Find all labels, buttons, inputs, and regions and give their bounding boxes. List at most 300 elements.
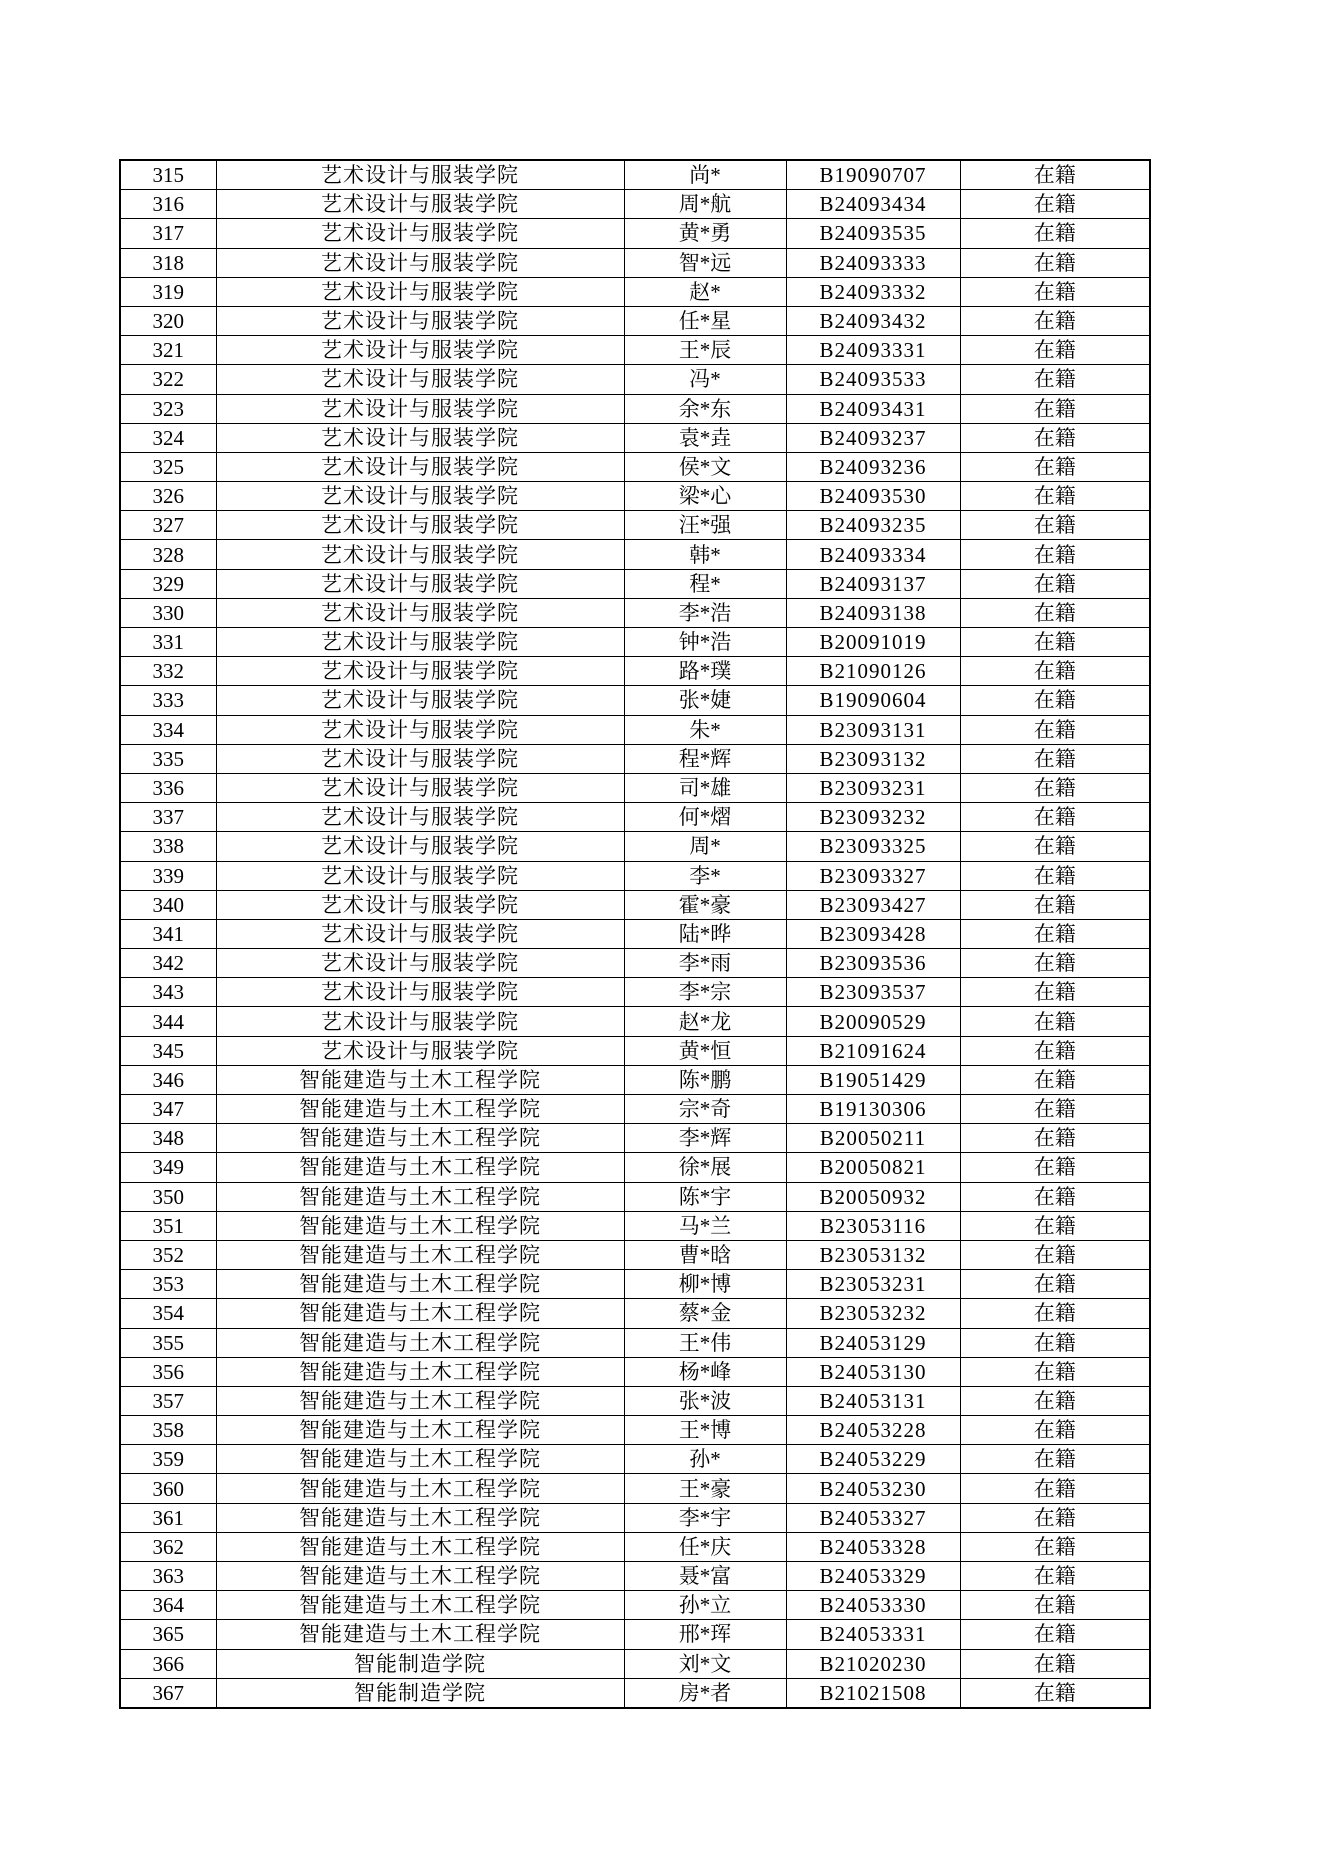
college-cell: 艺术设计与服装学院 (216, 890, 624, 919)
status-cell: 在籍 (960, 1416, 1150, 1445)
row-number-cell: 335 (120, 744, 216, 773)
college-cell: 智能建造与土木工程学院 (216, 1503, 624, 1532)
status-cell: 在籍 (960, 1036, 1150, 1065)
row-number-cell: 363 (120, 1562, 216, 1591)
status-cell: 在籍 (960, 1095, 1150, 1124)
status-cell: 在籍 (960, 628, 1150, 657)
status-cell: 在籍 (960, 394, 1150, 423)
college-cell: 智能建造与土木工程学院 (216, 1153, 624, 1182)
status-cell: 在籍 (960, 190, 1150, 219)
status-cell: 在籍 (960, 1445, 1150, 1474)
college-cell: 智能建造与土木工程学院 (216, 1474, 624, 1503)
college-cell: 智能建造与土木工程学院 (216, 1299, 624, 1328)
row-number-cell: 323 (120, 394, 216, 423)
row-number-cell: 332 (120, 657, 216, 686)
status-cell: 在籍 (960, 861, 1150, 890)
table-row (120, 978, 1150, 1007)
table-row (120, 1474, 1150, 1503)
table-row (120, 1562, 1150, 1591)
table-row (120, 1270, 1150, 1299)
student-id-cell: B19090604 (786, 686, 960, 715)
college-cell: 艺术设计与服装学院 (216, 978, 624, 1007)
student-id-cell: B24053330 (786, 1591, 960, 1620)
status-cell: 在籍 (960, 306, 1150, 335)
college-cell: 艺术设计与服装学院 (216, 190, 624, 219)
row-number-cell: 361 (120, 1503, 216, 1532)
table-row (120, 394, 1150, 423)
student-id-cell: B24053229 (786, 1445, 960, 1474)
table-row (120, 219, 1150, 248)
table-row (120, 773, 1150, 802)
status-cell: 在籍 (960, 1153, 1150, 1182)
student-id-cell: B24053228 (786, 1416, 960, 1445)
status-cell: 在籍 (960, 1620, 1150, 1649)
row-number-cell: 339 (120, 861, 216, 890)
student-name-cell: 蔡*金 (624, 1299, 786, 1328)
student-id-cell: B24093331 (786, 336, 960, 365)
college-cell: 智能建造与土木工程学院 (216, 1124, 624, 1153)
status-cell: 在籍 (960, 919, 1150, 948)
student-name-cell: 李*宇 (624, 1503, 786, 1532)
row-number-cell: 327 (120, 511, 216, 540)
table-row (120, 306, 1150, 335)
student-name-cell: 余*东 (624, 394, 786, 423)
row-number-cell: 317 (120, 219, 216, 248)
college-cell: 艺术设计与服装学院 (216, 832, 624, 861)
college-cell: 智能建造与土木工程学院 (216, 1211, 624, 1240)
row-number-cell: 331 (120, 628, 216, 657)
student-name-cell: 李*浩 (624, 598, 786, 627)
status-cell: 在籍 (960, 219, 1150, 248)
status-cell: 在籍 (960, 1270, 1150, 1299)
college-cell: 艺术设计与服装学院 (216, 423, 624, 452)
college-cell: 艺术设计与服装学院 (216, 686, 624, 715)
status-cell: 在籍 (960, 452, 1150, 481)
status-cell: 在籍 (960, 336, 1150, 365)
student-name-cell: 刘*文 (624, 1649, 786, 1678)
student-id-cell: B20090529 (786, 1007, 960, 1036)
college-cell: 艺术设计与服装学院 (216, 803, 624, 832)
status-cell: 在籍 (960, 832, 1150, 861)
student-name-cell: 黄*恒 (624, 1036, 786, 1065)
table-row (120, 1649, 1150, 1678)
college-cell: 艺术设计与服装学院 (216, 452, 624, 481)
table-row (120, 248, 1150, 277)
college-cell: 智能建造与土木工程学院 (216, 1532, 624, 1561)
student-id-cell: B23093427 (786, 890, 960, 919)
roster-body (120, 160, 1150, 1708)
status-cell: 在籍 (960, 1007, 1150, 1036)
student-id-cell: B23053132 (786, 1240, 960, 1269)
status-cell: 在籍 (960, 1182, 1150, 1211)
row-number-cell: 333 (120, 686, 216, 715)
student-name-cell: 王*伟 (624, 1328, 786, 1357)
college-cell: 艺术设计与服装学院 (216, 861, 624, 890)
status-cell: 在籍 (960, 569, 1150, 598)
student-name-cell: 马*兰 (624, 1211, 786, 1240)
row-number-cell: 358 (120, 1416, 216, 1445)
student-name-cell: 朱* (624, 715, 786, 744)
student-name-cell: 王*辰 (624, 336, 786, 365)
student-name-cell: 司*雄 (624, 773, 786, 802)
table-row (120, 1124, 1150, 1153)
table-row (120, 1416, 1150, 1445)
row-number-cell: 336 (120, 773, 216, 802)
status-cell: 在籍 (960, 715, 1150, 744)
status-cell: 在籍 (960, 1124, 1150, 1153)
student-name-cell: 李*雨 (624, 949, 786, 978)
student-name-cell: 霍*豪 (624, 890, 786, 919)
row-number-cell: 349 (120, 1153, 216, 1182)
college-cell: 智能建造与土木工程学院 (216, 1386, 624, 1415)
table-row (120, 861, 1150, 890)
college-cell: 艺术设计与服装学院 (216, 773, 624, 802)
status-cell: 在籍 (960, 1591, 1150, 1620)
status-cell: 在籍 (960, 160, 1150, 190)
student-name-cell: 李*宗 (624, 978, 786, 1007)
student-name-cell: 侯*文 (624, 452, 786, 481)
student-name-cell: 张*婕 (624, 686, 786, 715)
student-name-cell: 尚* (624, 160, 786, 190)
student-id-cell: B23093428 (786, 919, 960, 948)
student-id-cell: B24093137 (786, 569, 960, 598)
row-number-cell: 322 (120, 365, 216, 394)
student-name-cell: 柳*博 (624, 1270, 786, 1299)
student-name-cell: 宗*奇 (624, 1095, 786, 1124)
student-name-cell: 徐*展 (624, 1153, 786, 1182)
table-row (120, 1445, 1150, 1474)
college-cell: 艺术设计与服装学院 (216, 365, 624, 394)
row-number-cell: 318 (120, 248, 216, 277)
college-cell: 艺术设计与服装学院 (216, 1036, 624, 1065)
table-row (120, 1153, 1150, 1182)
table-row (120, 1036, 1150, 1065)
student-name-cell: 程*辉 (624, 744, 786, 773)
college-cell: 艺术设计与服装学院 (216, 219, 624, 248)
college-cell: 艺术设计与服装学院 (216, 306, 624, 335)
table-row (120, 803, 1150, 832)
student-name-cell: 王*豪 (624, 1474, 786, 1503)
row-number-cell: 356 (120, 1357, 216, 1386)
table-row (120, 511, 1150, 540)
student-name-cell: 智*远 (624, 248, 786, 277)
college-cell: 艺术设计与服装学院 (216, 160, 624, 190)
table-row (120, 1532, 1150, 1561)
status-cell: 在籍 (960, 540, 1150, 569)
status-cell: 在籍 (960, 949, 1150, 978)
college-cell: 智能制造学院 (216, 1678, 624, 1708)
row-number-cell: 338 (120, 832, 216, 861)
student-name-cell: 陈*宇 (624, 1182, 786, 1211)
student-id-cell: B24053230 (786, 1474, 960, 1503)
student-id-cell: B24093237 (786, 423, 960, 452)
student-name-cell: 曹*晗 (624, 1240, 786, 1269)
row-number-cell: 355 (120, 1328, 216, 1357)
row-number-cell: 334 (120, 715, 216, 744)
status-cell: 在籍 (960, 686, 1150, 715)
college-cell: 智能建造与土木工程学院 (216, 1445, 624, 1474)
student-name-cell: 孙* (624, 1445, 786, 1474)
table-row (120, 1007, 1150, 1036)
row-number-cell: 353 (120, 1270, 216, 1299)
student-name-cell: 张*波 (624, 1386, 786, 1415)
college-cell: 艺术设计与服装学院 (216, 336, 624, 365)
student-id-cell: B21090126 (786, 657, 960, 686)
status-cell: 在籍 (960, 1562, 1150, 1591)
table-row (120, 919, 1150, 948)
table-row (120, 277, 1150, 306)
table-row (120, 1328, 1150, 1357)
student-id-cell: B24093431 (786, 394, 960, 423)
college-cell: 智能建造与土木工程学院 (216, 1357, 624, 1386)
status-cell: 在籍 (960, 423, 1150, 452)
student-id-cell: B24053327 (786, 1503, 960, 1532)
student-id-cell: B23093537 (786, 978, 960, 1007)
student-name-cell: 钟*浩 (624, 628, 786, 657)
college-cell: 智能建造与土木工程学院 (216, 1562, 624, 1591)
table-row (120, 190, 1150, 219)
row-number-cell: 359 (120, 1445, 216, 1474)
status-cell: 在籍 (960, 890, 1150, 919)
table-row (120, 160, 1150, 190)
student-id-cell: B19090707 (786, 160, 960, 190)
student-id-cell: B24093333 (786, 248, 960, 277)
table-row (120, 744, 1150, 773)
status-cell: 在籍 (960, 1503, 1150, 1532)
college-cell: 艺术设计与服装学院 (216, 394, 624, 423)
row-number-cell: 316 (120, 190, 216, 219)
table-row (120, 1503, 1150, 1532)
student-name-cell: 何*熠 (624, 803, 786, 832)
student-name-cell: 李*辉 (624, 1124, 786, 1153)
row-number-cell: 347 (120, 1095, 216, 1124)
college-cell: 智能制造学院 (216, 1649, 624, 1678)
student-name-cell: 任*星 (624, 306, 786, 335)
table-row (120, 598, 1150, 627)
row-number-cell: 321 (120, 336, 216, 365)
student-id-cell: B24093530 (786, 482, 960, 511)
college-cell: 艺术设计与服装学院 (216, 628, 624, 657)
student-id-cell: B24093236 (786, 452, 960, 481)
student-id-cell: B24093535 (786, 219, 960, 248)
row-number-cell: 365 (120, 1620, 216, 1649)
college-cell: 智能建造与土木工程学院 (216, 1240, 624, 1269)
status-cell: 在籍 (960, 773, 1150, 802)
status-cell: 在籍 (960, 365, 1150, 394)
table-row (120, 715, 1150, 744)
table-row (120, 1065, 1150, 1094)
table-row (120, 1095, 1150, 1124)
college-cell: 智能建造与土木工程学院 (216, 1591, 624, 1620)
college-cell: 艺术设计与服装学院 (216, 277, 624, 306)
table-row (120, 1678, 1150, 1708)
student-name-cell: 杨*峰 (624, 1357, 786, 1386)
student-name-cell: 赵*龙 (624, 1007, 786, 1036)
table-row (120, 686, 1150, 715)
status-cell: 在籍 (960, 1678, 1150, 1708)
student-id-cell: B23093131 (786, 715, 960, 744)
college-cell: 智能建造与土木工程学院 (216, 1620, 624, 1649)
table-row (120, 628, 1150, 657)
table-row (120, 336, 1150, 365)
student-id-cell: B21020230 (786, 1649, 960, 1678)
row-number-cell: 315 (120, 160, 216, 190)
student-name-cell: 王*博 (624, 1416, 786, 1445)
student-name-cell: 聂*富 (624, 1562, 786, 1591)
college-cell: 艺术设计与服装学院 (216, 511, 624, 540)
status-cell: 在籍 (960, 511, 1150, 540)
row-number-cell: 357 (120, 1386, 216, 1415)
row-number-cell: 340 (120, 890, 216, 919)
row-number-cell: 350 (120, 1182, 216, 1211)
row-number-cell: 325 (120, 452, 216, 481)
student-name-cell: 邢*珲 (624, 1620, 786, 1649)
table-row (120, 540, 1150, 569)
student-name-cell: 周* (624, 832, 786, 861)
table-row (120, 1357, 1150, 1386)
row-number-cell: 351 (120, 1211, 216, 1240)
student-id-cell: B24093533 (786, 365, 960, 394)
row-number-cell: 320 (120, 306, 216, 335)
student-name-cell: 任*庆 (624, 1532, 786, 1561)
college-cell: 艺术设计与服装学院 (216, 248, 624, 277)
student-id-cell: B24053129 (786, 1328, 960, 1357)
student-id-cell: B24053130 (786, 1357, 960, 1386)
student-id-cell: B23053231 (786, 1270, 960, 1299)
row-number-cell: 329 (120, 569, 216, 598)
student-id-cell: B24093334 (786, 540, 960, 569)
status-cell: 在籍 (960, 1299, 1150, 1328)
student-id-cell: B24093332 (786, 277, 960, 306)
college-cell: 艺术设计与服装学院 (216, 540, 624, 569)
student-id-cell: B24093138 (786, 598, 960, 627)
status-cell: 在籍 (960, 803, 1150, 832)
row-number-cell: 346 (120, 1065, 216, 1094)
student-id-cell: B20050932 (786, 1182, 960, 1211)
row-number-cell: 366 (120, 1649, 216, 1678)
student-id-cell: B24053331 (786, 1620, 960, 1649)
college-cell: 艺术设计与服装学院 (216, 482, 624, 511)
table-row (120, 569, 1150, 598)
row-number-cell: 342 (120, 949, 216, 978)
student-name-cell: 梁*心 (624, 482, 786, 511)
student-name-cell: 房*者 (624, 1678, 786, 1708)
row-number-cell: 352 (120, 1240, 216, 1269)
student-id-cell: B20050821 (786, 1153, 960, 1182)
student-id-cell: B23053232 (786, 1299, 960, 1328)
student-roster-table (119, 159, 1151, 1709)
college-cell: 智能建造与土木工程学院 (216, 1182, 624, 1211)
table-row (120, 1386, 1150, 1415)
table-row (120, 890, 1150, 919)
college-cell: 智能建造与土木工程学院 (216, 1095, 624, 1124)
status-cell: 在籍 (960, 1386, 1150, 1415)
status-cell: 在籍 (960, 1328, 1150, 1357)
student-name-cell: 汪*强 (624, 511, 786, 540)
status-cell: 在籍 (960, 1065, 1150, 1094)
row-number-cell: 324 (120, 423, 216, 452)
college-cell: 智能建造与土木工程学院 (216, 1416, 624, 1445)
student-name-cell: 袁*垚 (624, 423, 786, 452)
college-cell: 艺术设计与服装学院 (216, 598, 624, 627)
student-id-cell: B24093432 (786, 306, 960, 335)
table-row (120, 452, 1150, 481)
row-number-cell: 330 (120, 598, 216, 627)
student-id-cell: B24053329 (786, 1562, 960, 1591)
status-cell: 在籍 (960, 1357, 1150, 1386)
student-id-cell: B23053116 (786, 1211, 960, 1240)
row-number-cell: 337 (120, 803, 216, 832)
college-cell: 智能建造与土木工程学院 (216, 1270, 624, 1299)
row-number-cell: 328 (120, 540, 216, 569)
student-id-cell: B23093325 (786, 832, 960, 861)
student-name-cell: 陆*晔 (624, 919, 786, 948)
student-name-cell: 周*航 (624, 190, 786, 219)
college-cell: 艺术设计与服装学院 (216, 657, 624, 686)
row-number-cell: 326 (120, 482, 216, 511)
status-cell: 在籍 (960, 482, 1150, 511)
table-row (120, 482, 1150, 511)
student-id-cell: B20050211 (786, 1124, 960, 1153)
table-row (120, 1299, 1150, 1328)
table-row (120, 1591, 1150, 1620)
student-name-cell: 韩* (624, 540, 786, 569)
student-id-cell: B23093536 (786, 949, 960, 978)
student-id-cell: B23093327 (786, 861, 960, 890)
student-id-cell: B21091624 (786, 1036, 960, 1065)
college-cell: 艺术设计与服装学院 (216, 949, 624, 978)
table-row (120, 1182, 1150, 1211)
status-cell: 在籍 (960, 978, 1150, 1007)
status-cell: 在籍 (960, 657, 1150, 686)
status-cell: 在籍 (960, 1474, 1150, 1503)
status-cell: 在籍 (960, 1649, 1150, 1678)
table-row (120, 1240, 1150, 1269)
table-row (120, 365, 1150, 394)
student-id-cell: B19130306 (786, 1095, 960, 1124)
student-name-cell: 路*璞 (624, 657, 786, 686)
student-name-cell: 程* (624, 569, 786, 598)
table-row (120, 1211, 1150, 1240)
status-cell: 在籍 (960, 277, 1150, 306)
table-row (120, 949, 1150, 978)
college-cell: 艺术设计与服装学院 (216, 744, 624, 773)
student-id-cell: B24053328 (786, 1532, 960, 1561)
row-number-cell: 364 (120, 1591, 216, 1620)
status-cell: 在籍 (960, 744, 1150, 773)
table-row (120, 1620, 1150, 1649)
row-number-cell: 344 (120, 1007, 216, 1036)
college-cell: 智能建造与土木工程学院 (216, 1065, 624, 1094)
student-id-cell: B20091019 (786, 628, 960, 657)
row-number-cell: 348 (120, 1124, 216, 1153)
row-number-cell: 345 (120, 1036, 216, 1065)
status-cell: 在籍 (960, 1240, 1150, 1269)
college-cell: 艺术设计与服装学院 (216, 569, 624, 598)
student-id-cell: B23093132 (786, 744, 960, 773)
row-number-cell: 362 (120, 1532, 216, 1561)
table-row (120, 423, 1150, 452)
student-id-cell: B21021508 (786, 1678, 960, 1708)
row-number-cell: 319 (120, 277, 216, 306)
student-name-cell: 黄*勇 (624, 219, 786, 248)
row-number-cell: 354 (120, 1299, 216, 1328)
student-id-cell: B24093235 (786, 511, 960, 540)
table-row (120, 832, 1150, 861)
student-id-cell: B24093434 (786, 190, 960, 219)
student-name-cell: 冯* (624, 365, 786, 394)
row-number-cell: 343 (120, 978, 216, 1007)
